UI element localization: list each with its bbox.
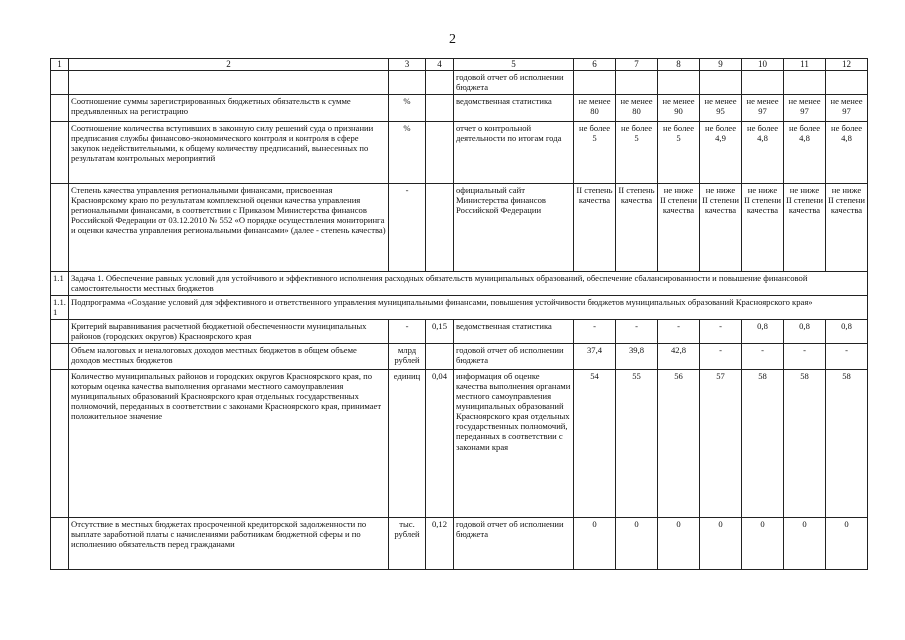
weight [426, 121, 454, 183]
weight: 0,15 [426, 319, 454, 343]
year-value: 58 [742, 369, 784, 517]
indicator-name: Соотношение суммы зарегистрированных бюджетных обязательств к сумме предъявленных на регистрацию [69, 94, 389, 121]
year-value: не более 5 [616, 121, 658, 183]
year-value: 39,8 [616, 343, 658, 369]
year-value [700, 70, 742, 94]
table-row [51, 343, 868, 369]
column-numbers-row [51, 59, 868, 71]
year-value [742, 70, 784, 94]
year-value [658, 70, 700, 94]
column-number: 6 [574, 59, 616, 71]
year-value: не менее 90 [658, 94, 700, 121]
year-value: не менее 80 [574, 94, 616, 121]
data-source: ведомственная статистика [454, 94, 574, 121]
table-row [51, 70, 868, 94]
year-value: 58 [784, 369, 826, 517]
year-value: не более 4,9 [700, 121, 742, 183]
unit: % [389, 94, 426, 121]
table-row [51, 183, 868, 271]
year-value: не менее 80 [616, 94, 658, 121]
year-value: 0 [742, 517, 784, 569]
year-value: 0 [784, 517, 826, 569]
column-number: 11 [784, 59, 826, 71]
year-value: не более 4,8 [826, 121, 868, 183]
year-value: II степень качества [616, 183, 658, 271]
year-value: 0,8 [742, 319, 784, 343]
indicator-name: Критерий выравнивания расчетной бюджетной обеспеченности муниципальных районов (городских округов) Красноярского края [69, 319, 389, 343]
data-source: годовой отчет об исполнении бюджета [454, 343, 574, 369]
year-value: 58 [826, 369, 868, 517]
data-source: информация об оценке качества выполнения органами местного самоуправления муниципальных образований Красноярского края отдельных государственных полномочий, переданных в соответствии с законами края [454, 369, 574, 517]
year-value: 0 [658, 517, 700, 569]
year-value: - [700, 343, 742, 369]
year-value: не ниже II степени качества [742, 183, 784, 271]
weight: 0,12 [426, 517, 454, 569]
year-value: 42,8 [658, 343, 700, 369]
unit [389, 70, 426, 94]
data-source: ведомственная статистика [454, 319, 574, 343]
row-number [51, 94, 69, 121]
indicator-name: Отсутствие в местных бюджетах просроченной кредиторской задолженности по выплате заработной платы с начислениями работникам бюджетной сферы и по исполнению обязательств перед гражданами [69, 517, 389, 569]
task-row [51, 271, 868, 295]
column-number: 5 [454, 59, 574, 71]
table-row [51, 121, 868, 183]
year-value: 0 [574, 517, 616, 569]
table-row [51, 94, 868, 121]
year-value: не более 4,8 [742, 121, 784, 183]
year-value [784, 70, 826, 94]
subprogram-row [51, 295, 868, 319]
unit: тыс. рублей [389, 517, 426, 569]
data-source: отчет о контрольной деятельности по итогам года [454, 121, 574, 183]
column-number: 12 [826, 59, 868, 71]
data-source: официальный сайт Министерства финансов Российской Федерации [454, 183, 574, 271]
year-value: - [784, 343, 826, 369]
year-value [616, 70, 658, 94]
year-value: - [574, 319, 616, 343]
year-value: не ниже II степени качества [784, 183, 826, 271]
column-number: 2 [69, 59, 389, 71]
year-value: не менее 97 [826, 94, 868, 121]
column-number: 7 [616, 59, 658, 71]
year-value: - [742, 343, 784, 369]
year-value: 0 [616, 517, 658, 569]
column-number: 1 [51, 59, 69, 71]
year-value: - [700, 319, 742, 343]
row-number [51, 319, 69, 343]
year-value: не более 4,8 [784, 121, 826, 183]
year-value: 0 [826, 517, 868, 569]
column-number: 9 [700, 59, 742, 71]
year-value: 0 [700, 517, 742, 569]
year-value: - [658, 319, 700, 343]
unit: - [389, 183, 426, 271]
table-row [51, 369, 868, 517]
weight [426, 343, 454, 369]
year-value: не более 5 [574, 121, 616, 183]
task-title: Задача 1. Обеспечение равных условий для устойчивого и эффективного исполнения расходных обязательств муниципальных образований, обеспечение сбалансированности и повышение финансовой самостоятельности местных бюджетов [69, 271, 868, 295]
subprogram-title: Подпрограмма «Создание условий для эффективного и ответственного управления муниципальными финансами, повышения устойчивости бюджетов муниципальных образований Красноярского края» [69, 295, 868, 319]
year-value: не ниже II степени качества [826, 183, 868, 271]
column-number: 8 [658, 59, 700, 71]
year-value: II степень качества [574, 183, 616, 271]
year-value: - [616, 319, 658, 343]
unit: млрд рублей [389, 343, 426, 369]
indicators-table [50, 58, 868, 570]
year-value [826, 70, 868, 94]
year-value: 57 [700, 369, 742, 517]
year-value: не ниже II степени качества [700, 183, 742, 271]
indicator-name: Объем налоговых и неналоговых доходов местных бюджетов в общем объеме доходов местных бюджетов [69, 343, 389, 369]
year-value: не менее 97 [742, 94, 784, 121]
year-value: не ниже II степени качества [658, 183, 700, 271]
unit: единиц [389, 369, 426, 517]
year-value: не менее 97 [784, 94, 826, 121]
indicator-name: Степень качества управления региональными финансами, присвоенная Красноярскому краю по результатам комплексной оценки качества управления региональными финансами, в соответствии с Приказом Министерства финансов Российской Федерации от 03.12.2010 № 552 «О порядке осуществления мониторинга и оценки качества управления региональными финансами» (далее - степень качества) [69, 183, 389, 271]
row-number [51, 343, 69, 369]
row-number [51, 369, 69, 517]
year-value: - [826, 343, 868, 369]
column-number: 3 [389, 59, 426, 71]
page-number: 2 [449, 32, 456, 47]
row-number: 1.1 [51, 271, 69, 295]
row-number [51, 70, 69, 94]
year-value: 37,4 [574, 343, 616, 369]
data-source: годовой отчет об исполнении бюджета [454, 70, 574, 94]
column-number: 4 [426, 59, 454, 71]
year-value: 55 [616, 369, 658, 517]
weight [426, 94, 454, 121]
data-source: годовой отчет об исполнении бюджета [454, 517, 574, 569]
row-number [51, 517, 69, 569]
year-value: 54 [574, 369, 616, 517]
weight [426, 70, 454, 94]
year-value: не более 5 [658, 121, 700, 183]
year-value: 0,8 [784, 319, 826, 343]
weight: 0,04 [426, 369, 454, 517]
indicator-name [69, 70, 389, 94]
unit: - [389, 319, 426, 343]
row-number [51, 121, 69, 183]
year-value: 56 [658, 369, 700, 517]
row-number [51, 183, 69, 271]
unit: % [389, 121, 426, 183]
year-value: не менее 95 [700, 94, 742, 121]
column-number: 10 [742, 59, 784, 71]
table-row [51, 517, 868, 569]
row-number: 1.1.1 [51, 295, 69, 319]
indicator-name: Количество муниципальных районов и городских округов Красноярского края, по которым оценка качества выполнения органами местного самоуправления муниципальных образований Красноярского края отдельных государственных полномочий, переданных в соответствии с законами Красноярского края, принимает положительное значение [69, 369, 389, 517]
year-value [574, 70, 616, 94]
table-row [51, 319, 868, 343]
indicator-name: Соотношение количества вступивших в законную силу решений суда о признании предписания службы финансово-экономического контроля и контроля в сфере закупок недействительными, к общему количеству предписаний, вынесенных по результатам контрольных мероприятий [69, 121, 389, 183]
year-value: 0,8 [826, 319, 868, 343]
weight [426, 183, 454, 271]
